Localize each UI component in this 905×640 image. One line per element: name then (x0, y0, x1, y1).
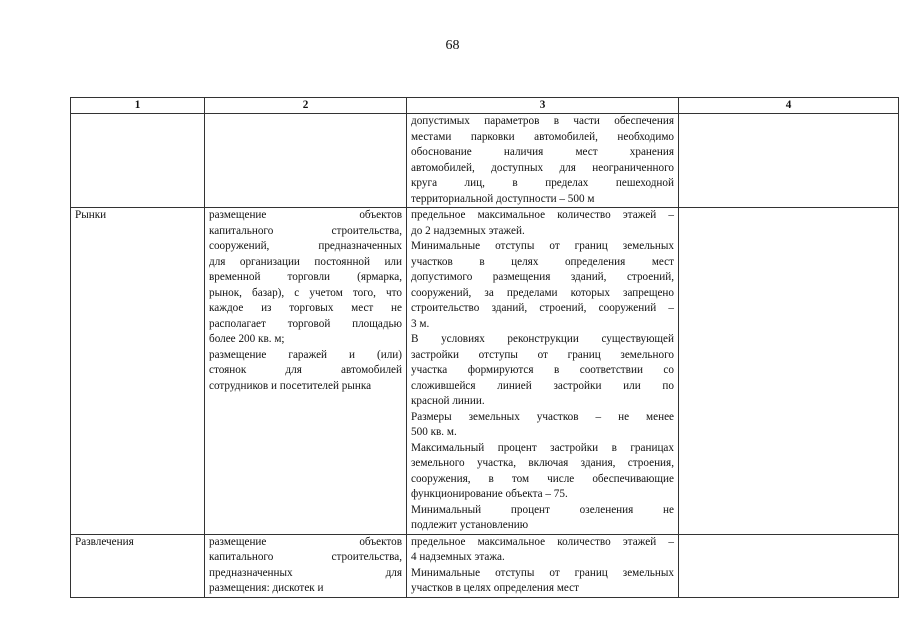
text-line: временной торговли (ярмарка, (209, 271, 402, 283)
text-line: 3 м. (411, 317, 430, 330)
table-row (71, 114, 899, 208)
text-line: Рынки (75, 209, 107, 221)
text-line: Минимальные отступы от границ земельных (411, 240, 674, 252)
column-header: 4 (679, 98, 899, 114)
text-line: сооружений, за пределами которых запрещено (411, 286, 674, 299)
table-header-row (71, 98, 899, 114)
column-header: 3 (407, 98, 679, 114)
text-line: строительство зданий, строений, сооружений – (411, 302, 674, 314)
text-line: размещение гаражей и (или) (209, 348, 402, 361)
text-line: 4 надземных этажа. (411, 551, 505, 563)
table-row (71, 534, 899, 597)
text-line: каждое из торговых мест не (209, 302, 402, 314)
zone-name-cell (71, 114, 205, 208)
text-line: допустимых параметров в части обеспечения (411, 115, 674, 127)
text-line: предельное максимальное количество этажей – (411, 209, 674, 221)
text-line: Размеры земельных участков – не менее (411, 410, 674, 423)
text-line: территориальной доступности – 500 м (411, 192, 595, 205)
text-line: более 200 кв. м; (209, 333, 285, 345)
permitted-use-cell (205, 114, 407, 208)
text-line: подлежит установлению (411, 519, 529, 531)
text-line: предназначенных для (209, 566, 402, 579)
notes-cell (679, 208, 899, 535)
text-line: до 2 надземных этажей. (411, 224, 525, 237)
text-line: участков в целях определения мест (411, 582, 580, 594)
zone-name-cell (71, 208, 205, 535)
text-line: участка формируются в соответствии со (411, 364, 674, 376)
text-line: земельного участка, включая здания, строения, (411, 457, 674, 469)
text-line: сооружений, предназначенных (209, 240, 402, 252)
text-line: капитального строительства, (209, 224, 402, 237)
text-line: Минимальный процент озеленения не (411, 503, 674, 516)
column-header: 1 (71, 98, 205, 114)
text-line: размещение объектов (209, 535, 402, 548)
text-line: местами парковки автомобилей, необходимо (411, 130, 674, 143)
text-line: участков в целях определения мест (411, 255, 674, 268)
notes-cell (679, 114, 899, 208)
text-line: располагает торговой площадью (209, 317, 402, 330)
text-line: застройки отступы от границ земельного (411, 348, 674, 361)
text-line: круга лиц, в пределах пешеходной (411, 177, 674, 189)
text-line: функционирование объекта – 75. (411, 488, 568, 500)
permitted-use-cell (205, 208, 407, 535)
text-line: размещения: дискотек и (209, 582, 324, 594)
text-line: автомобилей, доступных для неограниченного (411, 161, 674, 174)
text-line: стоянок для автомобилей (209, 364, 402, 376)
text-line: размещение объектов (209, 209, 402, 221)
text-line: предельное максимальное количество этажей – (411, 535, 674, 548)
regulations-table (70, 97, 899, 598)
parameters-cell (407, 114, 679, 208)
text-line: сооружения, в том числе обеспечивающие (411, 472, 674, 485)
parameters-cell (407, 208, 679, 535)
permitted-use-cell (205, 534, 407, 597)
text-line: рынок, базар), с учетом того, что (209, 286, 402, 299)
text-line: В условиях реконструкции существующей (411, 333, 674, 345)
text-line: обоснование наличия мест хранения (411, 146, 674, 158)
text-line: сложившейся линией застройки или по (411, 379, 674, 392)
text-line: Минимальные отступы от границ земельных (411, 566, 674, 579)
text-line: 500 кв. м. (411, 426, 457, 438)
text-line: Развлечения (75, 535, 134, 548)
text-line: допустимого размещения зданий, строений, (411, 271, 674, 283)
zone-name-cell (71, 534, 205, 597)
text-line: красной линии. (411, 395, 485, 407)
text-line: Максимальный процент застройки в границах (411, 441, 674, 454)
parameters-cell (407, 534, 679, 597)
column-header: 2 (205, 98, 407, 114)
page-number: 68 (445, 38, 460, 53)
text-line: капитального строительства, (209, 551, 402, 563)
table-row (71, 208, 899, 535)
notes-cell (679, 534, 899, 597)
text-line: сотрудников и посетителей рынка (209, 379, 372, 392)
text-line: для организации постоянной или (209, 255, 402, 268)
